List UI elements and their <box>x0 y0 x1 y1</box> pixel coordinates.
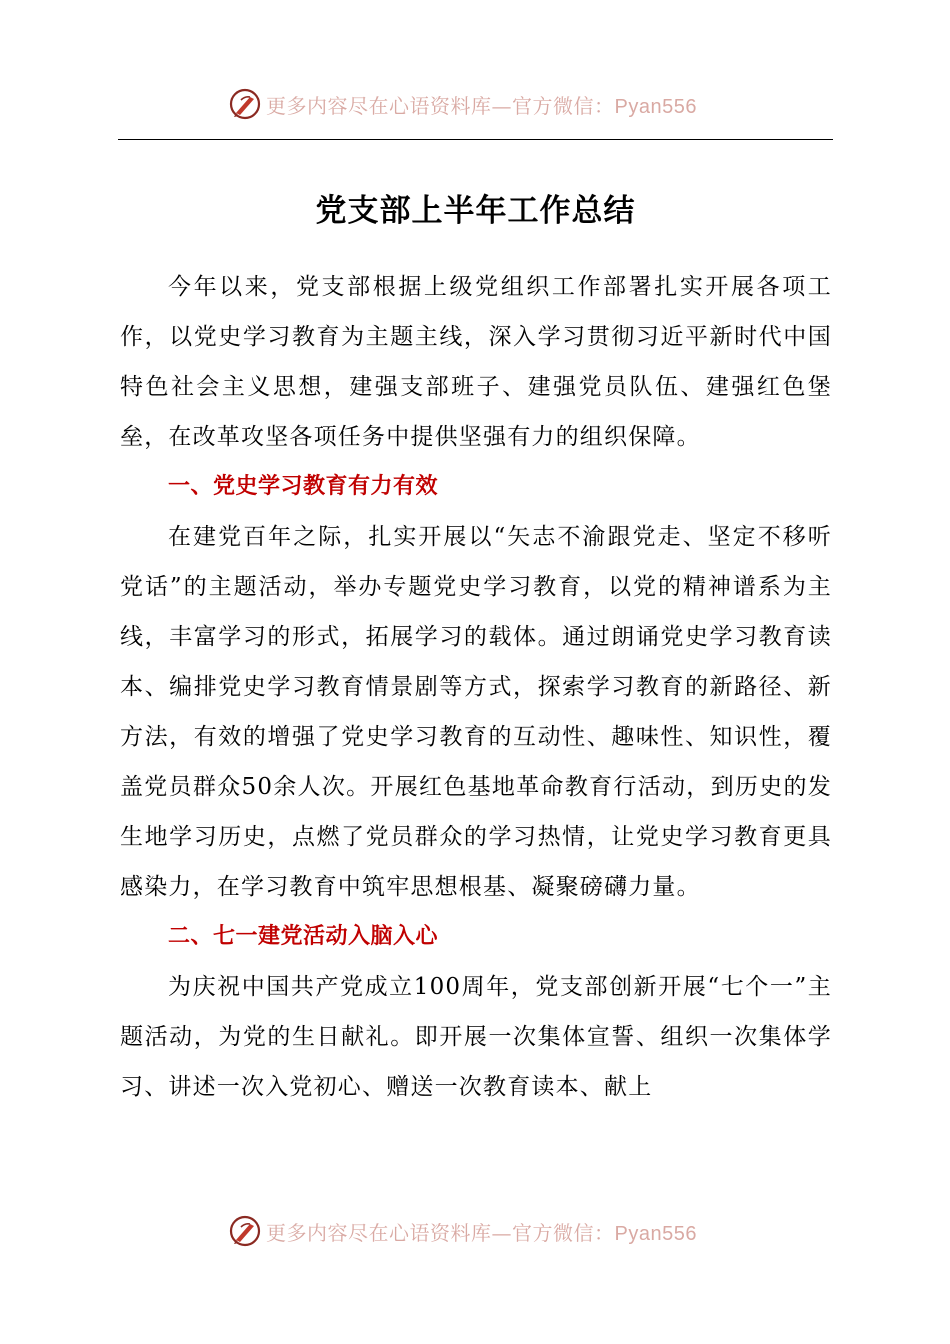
header-divider <box>118 139 833 140</box>
banner-label: 更多内容尽在心语资料库—官方微信： <box>266 93 615 118</box>
section-paragraph-2: 为庆祝中国共产党成立100周年，党支部创新开展“七个一”主题活动，为党的生日献礼。即开展一次集体宣誓、组织一次集体学习、讲述一次入党初心、赠送一次教育读本、献上 <box>120 974 832 1100</box>
document-body <box>120 262 832 1112</box>
header-banner <box>228 84 748 124</box>
pen-nib-icon <box>228 87 262 121</box>
banner-text <box>266 1217 697 1246</box>
section-heading-1: 一、党史学习教育有力有效 <box>168 474 439 499</box>
banner-wechat-id: Pyan556 <box>614 1222 697 1245</box>
intro-paragraph: 今年以来，党支部根据上级党组织工作部署扎实开展各项工作，以党史学习教育为主题主线，深入学习贯彻习近平新时代中国特色社会主义思想，建强支部班子、建强党员队伍、建强红色堡垒，在改革攻坚各项任务中提供坚强有力的组织保障。 <box>120 274 832 450</box>
banner-label: 更多内容尽在心语资料库—官方微信： <box>266 1220 615 1245</box>
section-heading-2: 二、七一建党活动入脑入心 <box>168 924 439 949</box>
page-title: 党支部上半年工作总结 <box>315 193 636 229</box>
pen-nib-icon <box>228 1214 262 1248</box>
footer-banner <box>228 1211 748 1251</box>
banner-wechat-id: Pyan556 <box>614 95 697 118</box>
section-paragraph-1: 在建党百年之际，扎实开展以“矢志不渝跟党走、坚定不移听党话”的主题活动，举办专题党史学习教育，以党的精神谱系为主线，丰富学习的形式，拓展学习的载体。通过朗诵党史学习教育读本、编排党史学习教育情景剧等方式，探索学习教育的新路径、新方法，有效的增强了党史学习教育的互动性、趣味性、知识性，覆盖党员群众50余人次。开展红色基地革命教育行活动，到历史的发生地学习历史，点燃了党员群众的学习热情，让党史学习教育更具感染力，在学习教育中筑牢思想根基、凝聚磅礴力量。 <box>120 524 832 900</box>
banner-text <box>266 90 697 119</box>
